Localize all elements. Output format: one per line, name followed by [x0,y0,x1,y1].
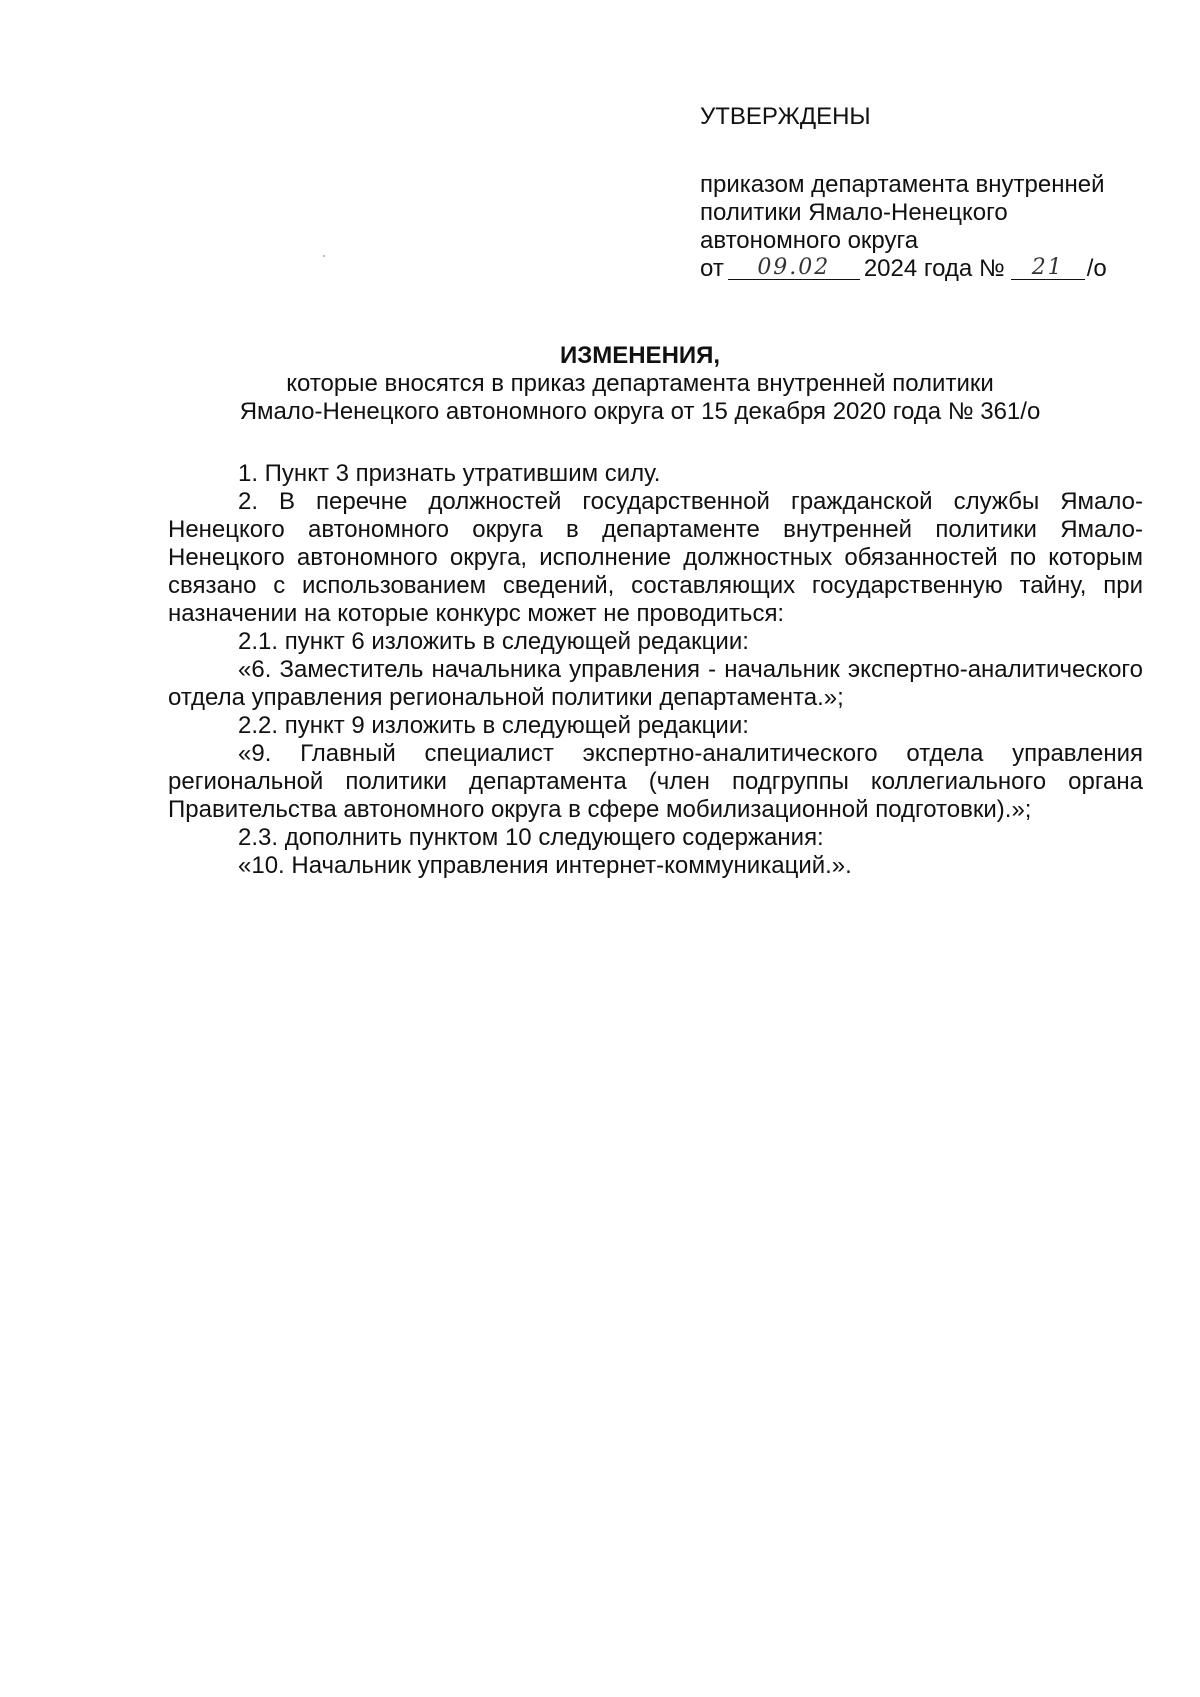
paragraph-2-1: 2.1. пункт 6 изложить в следующей редакции: [238,628,749,655]
number-blank [1011,255,1085,280]
paragraph-2-2: 2.2. пункт 9 изложить в следующей редакции: [238,712,749,739]
approval-date-line [700,255,1160,283]
handwritten-date: 09.02 [757,255,831,280]
number-suffix: /о [1086,255,1107,282]
paragraph-2-3-text: «10. Начальник управления интернет-коммуникаций.». [238,852,852,879]
from-label: от [700,255,724,282]
date-blank [728,255,860,280]
paragraph-2-2-text: «9. Главный специалист экспертно-аналитического отдела управления региональной политики департамента (член подгруппы коллегиального органа Правительства автономного округа в сфере мобилизационной подготовки).»; [168,740,1143,823]
paragraph-2-3: 2.3. дополнить пунктом 10 следующего содержания: [238,824,824,851]
approval-line-2: политики Ямало-Ненецкого [700,199,1008,226]
approval-block [700,103,1160,283]
heading-title: ИЗМЕНЕНИЯ, [559,342,721,369]
approved-label: УТВЕРЖДЕНЫ [700,103,871,130]
document-body [168,460,1143,880]
scan-speck [323,255,325,257]
document-heading [160,342,1120,426]
paragraph-2: 2. В перечне должностей государственной гражданской службы Ямало-Ненецкого автономного округа в департаменте внутренней политики Ямало-Ненецкого автономного округа, исполнение должностных обязанностей по которым связано с использованием сведений, составляющих государственную тайну, при назначении на которые конкурс может не проводиться: [168,488,1143,627]
heading-subtitle-2: Ямало-Ненецкого автономного округа от 15 декабря 2020 года № 361/о [239,398,1041,425]
year-label: 2024 года № [863,255,1005,282]
handwritten-number: 21 [1031,255,1064,280]
approval-line-1: приказом департамента внутренней [700,171,1105,198]
paragraph-2-1-text: «6. Заместитель начальника управления - начальник экспертно-аналитического отдела управления региональной политики департамента.»; [168,656,1143,711]
heading-subtitle-1: которые вносятся в приказ департамента внутренней политики [286,370,994,397]
paragraph-1: 1. Пункт 3 признать утратившим силу. [238,460,661,487]
approval-line-3: автономного округа [700,227,919,254]
